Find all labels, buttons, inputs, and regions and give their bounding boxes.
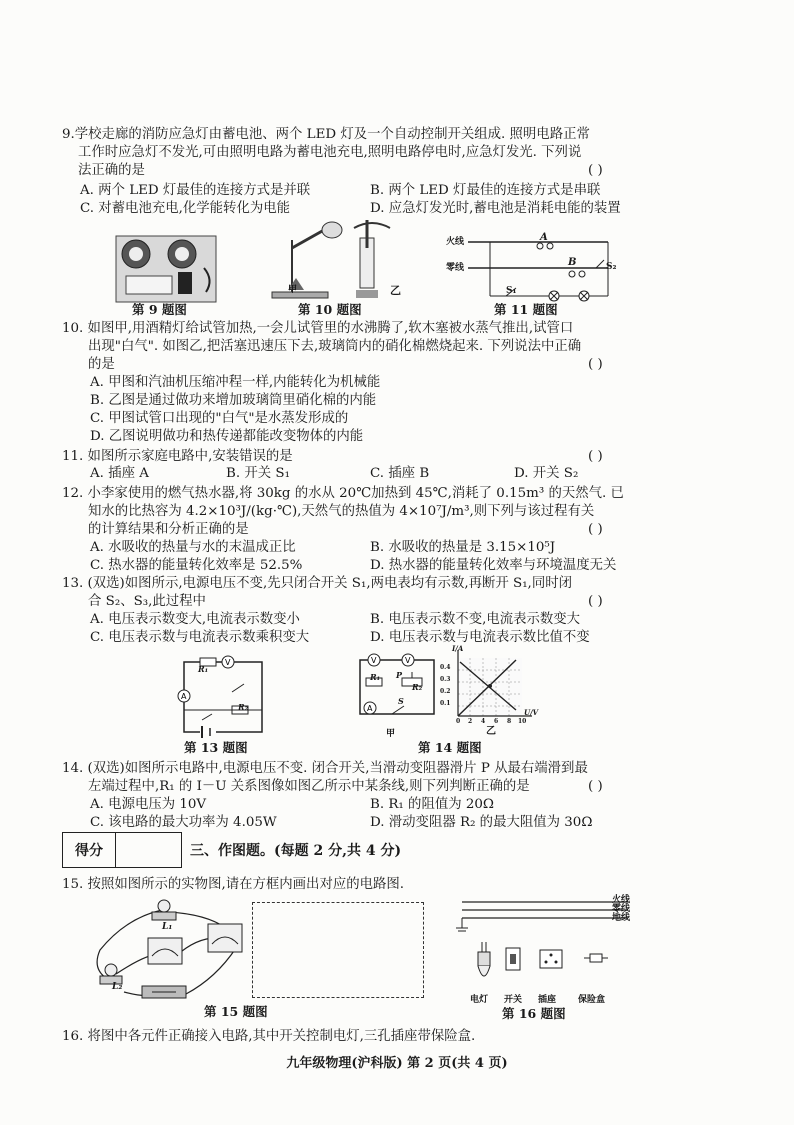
fig14-caption: 第 14 题图 <box>418 740 482 755</box>
q9-option-d: D. 应急灯发光时,蓄电池是消耗电能的装置 <box>370 201 621 216</box>
q9-line3: 法正确的是 <box>78 163 145 178</box>
q9-option-c: C. 对蓄电池充电,化学能转化为电能 <box>80 201 291 216</box>
fig14-circuit <box>352 652 442 722</box>
fig11-fire-wire-label: 火线 <box>446 237 465 247</box>
q11-option-c: C. 插座 B <box>370 466 430 481</box>
fig15-physical-circuit <box>86 898 246 1002</box>
q12-line3: 的计算结果和分析正确的是 <box>88 522 249 537</box>
fig14-tick-x-3: 6 <box>494 718 499 725</box>
svg-text:V: V <box>371 656 377 665</box>
q14-line2: 左端过程中,R₁ 的 I－U 关系图像如图乙所示中某条线,则下列判断正确的是 <box>88 779 530 794</box>
q11-option-b: B. 开关 S₁ <box>226 466 290 481</box>
fig14-tick-x-2: 4 <box>481 718 486 725</box>
q10-line3: 的是 <box>88 357 115 372</box>
svg-text:V: V <box>225 658 231 667</box>
fig14-tick-y-2: 0.2 <box>440 688 451 695</box>
fig14-tick-y-3: 0.1 <box>440 700 451 707</box>
q12-option-d: D. 热水器的能量转化效率与环境温度无关 <box>370 558 617 573</box>
q13-option-d: D. 电压表示数与电流表示数比值不变 <box>370 630 590 645</box>
svg-text:A: A <box>367 704 373 713</box>
q14-option-b: B. R₁ 的阻值为 20Ω <box>370 797 495 812</box>
q13-line2: 合 S₂、S₃,此过程中 <box>88 594 206 609</box>
q12-line2: 知水的比热容为 4.2×10³J/(kg·℃),天然气的热值为 4×10⁷J/m³,则下列与该过程有关 <box>88 504 595 519</box>
q11-answer-paren: ( ) <box>588 449 603 464</box>
fig14-label-yi: 乙 <box>486 726 496 737</box>
fig11-label-s1: S₁ <box>506 286 517 296</box>
svg-text:A: A <box>181 692 187 701</box>
q15-line1: 15. 按照如图所示的实物图,请在方框内画出对应的电路图. <box>62 877 405 892</box>
q9-option-b: B. 两个 LED 灯最佳的连接方式是串联 <box>370 183 601 198</box>
fig11-caption: 第 11 题图 <box>494 302 558 317</box>
q9-answer-paren: ( ) <box>588 163 603 178</box>
q13-option-a: A. 电压表示数变大,电流表示数变小 <box>90 612 300 627</box>
fig14-label-r1: R₁ <box>370 672 381 682</box>
fig14-axis-x-label: U/V <box>524 708 539 717</box>
q14-option-c: C. 该电路的最大功率为 4.05W <box>90 815 277 830</box>
q9-line1: 9.学校走廊的消防应急灯由蓄电池、两个 LED 灯及一个自动控制开关组成. 照明电路正常 <box>62 127 590 142</box>
q13-option-b: B. 电压表示数不变,电流表示数变大 <box>370 612 581 627</box>
q16-line1: 16. 将图中各元件正确接入电路,其中开关控制电灯,三孔插座带保险盒. <box>62 1029 476 1044</box>
q10-line2: 出现"白气". 如图乙,把活塞迅速压下去,玻璃筒内的硝化棉燃烧起来. 下列说法中正确 <box>88 339 582 354</box>
drawing-answer-box[interactable] <box>252 902 424 998</box>
q13-option-c: C. 电压表示数与电流表示数乘积变大 <box>90 630 310 645</box>
q11-option-a: A. 插座 A <box>90 466 149 481</box>
q13-answer-paren: ( ) <box>588 594 603 609</box>
q9-line2: 工作时应急灯不发光,可由照明电路为蓄电池充电,照明电路停电时,应急灯发光. 下列说 <box>78 145 582 160</box>
fig15-label-l2: L₂ <box>112 982 123 992</box>
section3-title: 三、作图题。(每题 2 分,共 4 分) <box>190 843 402 859</box>
fig11-label-s2: S₂ <box>606 262 617 272</box>
q12-option-c: C. 热水器的能量转化效率是 52.5% <box>90 558 303 573</box>
fig10-experiments <box>262 218 402 302</box>
q12-option-a: A. 水吸收的热量与水的末温成正比 <box>90 540 296 555</box>
fig16-socket-label: 插座 <box>538 995 557 1005</box>
fig10-label-jia: 甲 <box>288 285 298 295</box>
fig11-household-circuit <box>444 226 617 306</box>
fig14-tick-x-4: 8 <box>507 718 512 725</box>
q14-option-a: A. 电源电压为 10V <box>90 797 207 812</box>
fig14-tick-x-1: 2 <box>468 718 473 725</box>
q10-option-b: B. 乙图是通过做功来增加玻璃筒里硝化棉的内能 <box>90 393 377 408</box>
q13-line1: 13. (双选)如图所示,电源电压不变,先只闭合开关 S₁,两电表均有示数,再断开 S₁,同时闭 <box>62 576 572 591</box>
fig16-fuse-label: 保险盒 <box>578 995 606 1005</box>
q9-option-a: A. 两个 LED 灯最佳的连接方式是并联 <box>80 183 311 198</box>
fig11-neutral-wire-label: 零线 <box>446 263 465 273</box>
fig9-caption: 第 9 题图 <box>132 302 187 317</box>
q11-line1: 11. 如图所示家庭电路中,安装错误的是 <box>62 449 293 464</box>
q14-line1: 14. (双选)如图所示电路中,电源电压不变. 闭合开关,当滑动变阻器滑片 P 从最右端滑到最 <box>62 761 588 776</box>
fig13-caption: 第 13 题图 <box>184 740 248 755</box>
fig14-tick-x-5: 10 <box>518 718 527 725</box>
q10-line1: 10. 如图甲,用酒精灯给试管加热,一会儿试管里的水沸腾了,软木塞被水蒸气推出,试管口 <box>62 321 574 336</box>
fig16-caption: 第 16 题图 <box>502 1006 566 1021</box>
fig14-axis-y-label: I/A <box>452 644 464 653</box>
score-box <box>62 832 182 868</box>
fig11-label-a: A <box>540 232 548 243</box>
score-cell[interactable] <box>116 833 181 867</box>
fig14-label-jia: 甲 <box>386 729 396 739</box>
fig11-label-b: B <box>568 257 577 268</box>
fig16-switch-label: 开关 <box>504 995 523 1005</box>
q12-line1: 12. 小李家使用的燃气热水器,将 30kg 的水从 20℃加热到 45℃,消耗了 0.15m³ 的天然气. 已 <box>62 486 624 501</box>
q10-answer-paren: ( ) <box>588 357 603 372</box>
q14-answer-paren: ( ) <box>588 779 603 794</box>
fig13-circuit <box>172 654 272 738</box>
fig10-caption: 第 10 题图 <box>298 302 362 317</box>
fig14-tick-x-0: 0 <box>456 718 461 725</box>
fig16-neutral-label: 零线 <box>612 904 631 914</box>
q14-option-d: D. 滑动变阻器 R₂ 的最大阻值为 30Ω <box>370 815 593 830</box>
fig14-label-p: P <box>396 670 403 680</box>
q11-option-d: D. 开关 S₂ <box>514 466 579 481</box>
q12-option-b: B. 水吸收的热量是 3.15×10⁵J <box>370 540 556 555</box>
fig14-tick-y-0: 0.4 <box>440 664 451 671</box>
fig13-label-r1: R₁ <box>198 664 209 674</box>
fig14-label-r2: R₂ <box>412 682 423 692</box>
q10-option-d: D. 乙图说明做功和热传递都能改变物体的内能 <box>90 429 364 444</box>
fig16-fire-label: 火线 <box>612 895 631 905</box>
fig15-caption: 第 15 题图 <box>204 1004 268 1019</box>
fig9-emergency-light <box>112 228 222 308</box>
fig15-label-l1: L₁ <box>162 922 173 932</box>
fig14-label-s: S <box>398 696 404 706</box>
fig13-label-r2: R₂ <box>238 702 249 712</box>
fig10-label-yi: 乙 <box>390 284 401 297</box>
fig16-ground-label: 地线 <box>612 913 631 923</box>
q10-option-c: C. 甲图试管口出现的"白气"是水蒸发形成的 <box>90 411 349 426</box>
page-footer: 九年级物理(沪科版) 第 2 页(共 4 页) <box>286 1056 508 1071</box>
q10-option-a: A. 甲图和汽油机压缩冲程一样,内能转化为机械能 <box>90 375 381 390</box>
score-label: 得分 <box>63 833 116 867</box>
fig16-lamp-label: 电灯 <box>470 995 489 1005</box>
svg-text:V: V <box>405 656 411 665</box>
q12-answer-paren: ( ) <box>588 522 603 537</box>
fig14-tick-y-1: 0.3 <box>440 676 451 683</box>
